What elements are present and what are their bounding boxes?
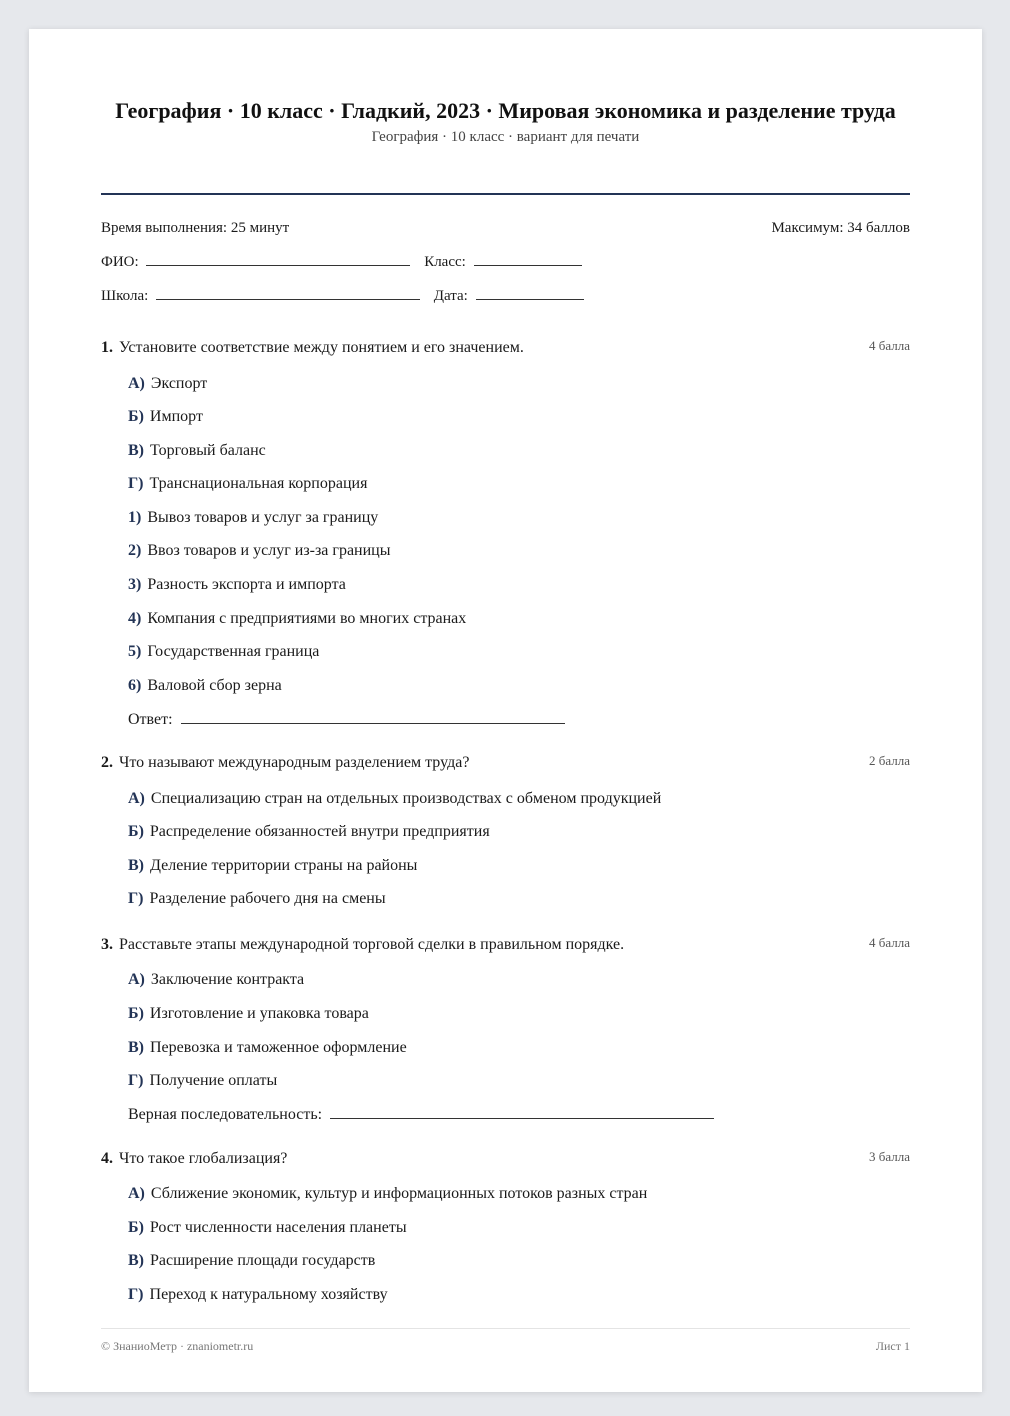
- option-item: [128, 574, 346, 596]
- answer-row: [128, 1104, 714, 1126]
- class-blank[interactable]: [474, 253, 582, 266]
- option-text: Распределение обязанностей внутри предприятия: [149, 823, 490, 840]
- question-number: 1.: [101, 339, 113, 356]
- question-head: [101, 934, 910, 956]
- option-item: [128, 888, 386, 910]
- question-points: 4 балла: [869, 935, 910, 950]
- question-head: [101, 1148, 910, 1170]
- option-label: Г): [128, 890, 144, 907]
- option-label: В): [128, 857, 144, 874]
- option-label: 6): [128, 677, 142, 694]
- question-points: 3 балла: [869, 1149, 910, 1164]
- meta-row: [101, 220, 910, 237]
- option-item: [128, 641, 319, 663]
- option-label: А): [128, 790, 145, 807]
- option-text: Ввоз товаров и услуг из-за границы: [147, 542, 391, 559]
- max-score: Максимум: 34 баллов: [771, 220, 910, 236]
- option-label: Б): [128, 1219, 144, 1236]
- question-number: 3.: [101, 936, 113, 953]
- option-label: Г): [128, 1072, 144, 1089]
- footer-copyright: © ЗнаниоМетр · znaniometr.ru: [101, 1339, 254, 1353]
- answer-label: Ответ:: [128, 711, 173, 728]
- option-item: [128, 1284, 388, 1306]
- option-text: Экспорт: [150, 375, 208, 392]
- answer-row: [128, 709, 565, 731]
- page-footer: [101, 1339, 910, 1354]
- option-item: [128, 1003, 369, 1025]
- option-label: В): [128, 1039, 144, 1056]
- option-text: Вывоз товаров и услуг за границу: [147, 509, 379, 526]
- school-date-row: [101, 287, 584, 307]
- fio-label: ФИО:: [101, 254, 139, 270]
- question-head: [101, 337, 910, 359]
- option-label: В): [128, 442, 144, 459]
- option-text: Переход к натуральному хозяйству: [149, 1286, 388, 1303]
- option-text: Изготовление и упаковка товара: [149, 1005, 369, 1022]
- answer-label: Верная последовательность:: [128, 1106, 323, 1123]
- worksheet-header: [101, 97, 910, 146]
- class-label: Класс:: [424, 254, 466, 270]
- option-text: Компания с предприятиями во многих странах: [147, 610, 467, 627]
- question-head: [101, 752, 910, 774]
- option-label: 3): [128, 576, 142, 593]
- question-text: Что такое глобализация?: [119, 1150, 288, 1167]
- option-label: А): [128, 971, 145, 988]
- option-text: Государственная граница: [147, 643, 320, 660]
- option-label: 2): [128, 542, 142, 559]
- option-text: Специализацию стран на отдельных производствах с обменом продукцией: [150, 790, 662, 807]
- answer-blank[interactable]: [330, 1104, 714, 1119]
- time-limit: Время выполнения: 25 минут: [101, 220, 290, 236]
- option-item: [128, 540, 391, 562]
- option-item: [128, 473, 367, 495]
- option-label: Б): [128, 1005, 144, 1022]
- question-points: 2 балла: [869, 753, 910, 768]
- school-label: Школа:: [101, 288, 149, 304]
- option-label: В): [128, 1252, 144, 1269]
- option-item: [128, 1250, 375, 1272]
- option-text: Разность экспорта и импорта: [147, 576, 346, 593]
- date-label: Дата:: [433, 288, 468, 304]
- question-2: [101, 752, 910, 907]
- option-item: [128, 373, 207, 395]
- option-label: Г): [128, 1286, 144, 1303]
- option-label: Б): [128, 823, 144, 840]
- option-text: Торговый баланс: [150, 442, 266, 459]
- option-item: [128, 788, 661, 810]
- option-label: 5): [128, 643, 142, 660]
- option-label: Г): [128, 475, 144, 492]
- option-item: [128, 1217, 407, 1239]
- worksheet-page: [29, 29, 982, 1392]
- option-item: [128, 675, 282, 697]
- option-label: А): [128, 375, 145, 392]
- page-title: География · 10 класс · Гладкий, 2023 · Мировая экономика и разделение труда: [115, 98, 896, 123]
- option-text: Расширение площади государств: [150, 1252, 376, 1269]
- option-label: А): [128, 1185, 145, 1202]
- option-label: 4): [128, 610, 142, 627]
- question-4: [101, 1148, 910, 1303]
- option-text: Деление территории страны на районы: [150, 857, 418, 874]
- option-label: Б): [128, 408, 144, 425]
- option-item: [128, 608, 466, 630]
- question-1: [101, 337, 910, 728]
- page-number: Лист 1: [875, 1339, 910, 1353]
- option-item: [128, 1183, 647, 1205]
- option-text: Заключение контракта: [150, 971, 305, 988]
- question-points: 4 балла: [869, 338, 910, 353]
- page-subtitle: География · 10 класс · вариант для печати: [371, 129, 640, 145]
- fio-class-row: [101, 253, 582, 273]
- question-text: Установите соответствие между понятием и его значением.: [119, 339, 524, 356]
- question-number: 2.: [101, 754, 113, 771]
- option-item: [128, 507, 378, 529]
- option-item: [128, 406, 203, 428]
- option-item: [128, 855, 417, 877]
- date-blank[interactable]: [476, 287, 584, 300]
- option-label: 1): [128, 509, 142, 526]
- fio-blank[interactable]: [146, 253, 410, 266]
- option-item: [128, 821, 490, 843]
- option-text: Разделение рабочего дня на смены: [149, 890, 386, 907]
- option-item: [128, 440, 266, 462]
- header-divider: [101, 193, 910, 195]
- option-text: Сближение экономик, культур и информационных потоков разных стран: [150, 1185, 648, 1202]
- option-item: [128, 1037, 407, 1059]
- question-text: Расставьте этапы международной торговой сделки в правильном порядке.: [119, 936, 625, 953]
- question-text: Что называют международным разделением труда?: [119, 754, 470, 771]
- footer-divider: [101, 1328, 910, 1329]
- question-3: [101, 934, 910, 1123]
- option-item: [128, 969, 304, 991]
- option-text: Рост численности населения планеты: [149, 1219, 407, 1236]
- question-number: 4.: [101, 1150, 113, 1167]
- option-text: Валовой сбор зерна: [147, 677, 282, 694]
- option-text: Получение оплаты: [149, 1072, 278, 1089]
- option-item: [128, 1070, 277, 1092]
- option-text: Перевозка и таможенное оформление: [150, 1039, 407, 1056]
- option-text: Транснациональная корпорация: [149, 475, 368, 492]
- answer-blank[interactable]: [181, 709, 565, 724]
- school-blank[interactable]: [156, 287, 420, 300]
- option-text: Импорт: [149, 408, 203, 425]
